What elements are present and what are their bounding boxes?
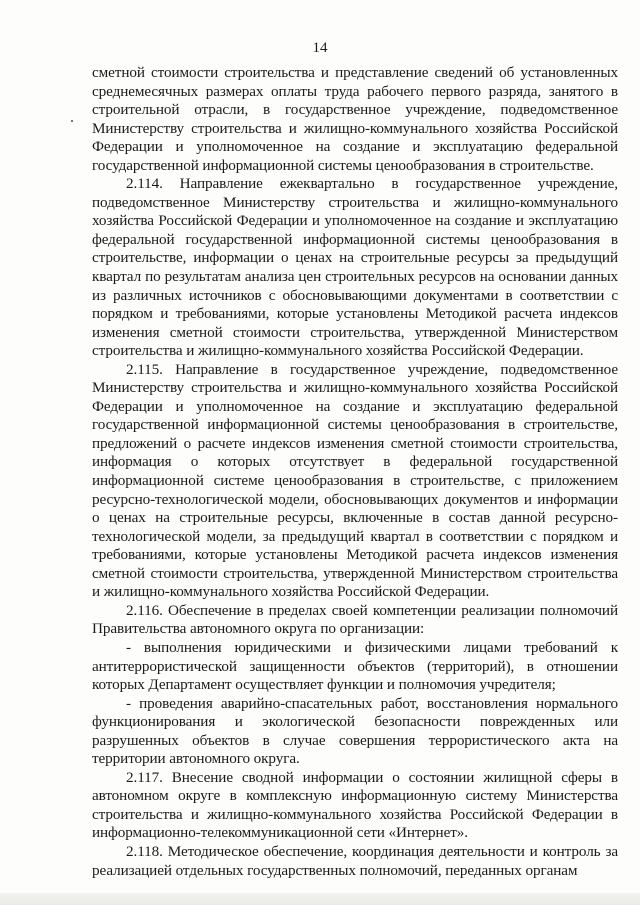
document-body <box>92 64 618 880</box>
paragraph-2-116: 2.116. Обеспечение в пределах своей компетенции реализации полномочий Правительства автономного округа по организации: <box>92 601 618 638</box>
paragraph-2-114: 2.114. Направление ежеквартально в государственное учреждение, подведомственное Министерству строительства и жилищно-коммунального хозяйства Российской Федерации и уполномоченное на создание и эксплуатацию федеральной государственной информационной системы ценообразования в строительстве, информации о ценах на строительные ресурсы за предыдущий квартал по результатам анализа цен строительных ресурсов на основании данных из различных источников с обосновывающими документами в соответствии с порядком и требованиями, которые установлены Методикой расчета индексов изменения сметной стоимости строительства, утвержденной Министерством строительства и жилищно-коммунального хозяйства Российской Федерации. <box>92 175 618 360</box>
page-number: 14 <box>312 40 328 56</box>
paragraph-2-115: 2.115. Направление в государственное учреждение, подведомственное Министерству строительства и жилищно-коммунального хозяйства Российской Федерации и уполномоченное на создание и эксплуатацию федеральной государственной информационной системы ценообразования в строительстве, предложений о расчете индексов изменения сметной стоимости строительства, информация о которых отсутствует в федеральной государственной информационной системе ценообразования в строительстве, с приложением ресурсно-технологической модели, обосновывающих документов и информации о ценах на строительные ресурсы, включенные в состав данной ресурсно-технологической модели, за предыдущий квартал в соответствии с порядком и требованиями, которые установлены Методикой расчета индексов изменения сметной стоимости строительства, утвержденной Министерством строительства и жилищно-коммунального хозяйства Российской Федерации. <box>92 360 618 601</box>
paragraph-continuation: сметной стоимости строительства и представление сведений об установленных среднемесячных размерах оплаты труда рабочего первого разряда, занятого в строительной отрасли, в государственное учреждение, подведомственное Министерству строительства и жилищно-коммунального хозяйства Российской Федерации и уполномоченное на создание и эксплуатацию федеральной государственной информационной системы ценообразования в строительстве. <box>92 64 618 174</box>
margin-dot <box>71 120 73 122</box>
paragraph-2-116-item-1: - выполнения юридическими и физическими лицами требований к антитеррористической защищенности объектов (территорий), в отношении которых Департамент осуществляет функции и полномочия учредителя; <box>92 638 618 694</box>
page-bottom-edge <box>0 893 640 905</box>
paragraph-2-116-item-2: - проведения аварийно-спасательных работ, восстановления нормального функционирования и экологической безопасности поврежденных или разрушенных объектов в случае совершения террористического акта на территории автономного округа. <box>92 694 618 768</box>
paragraph-2-118: 2.118. Методическое обеспечение, координация деятельности и контроль за реализацией отдельных государственных полномочий, переданных органам <box>92 842 618 879</box>
paragraph-2-117: 2.117. Внесение сводной информации о состоянии жилищной сферы в автономном округе в комплексную информационную систему Министерства строительства и жилищно-коммунального хозяйства Российской Федерации в информационно-телекоммуникационной сети «Интернет». <box>92 768 618 842</box>
